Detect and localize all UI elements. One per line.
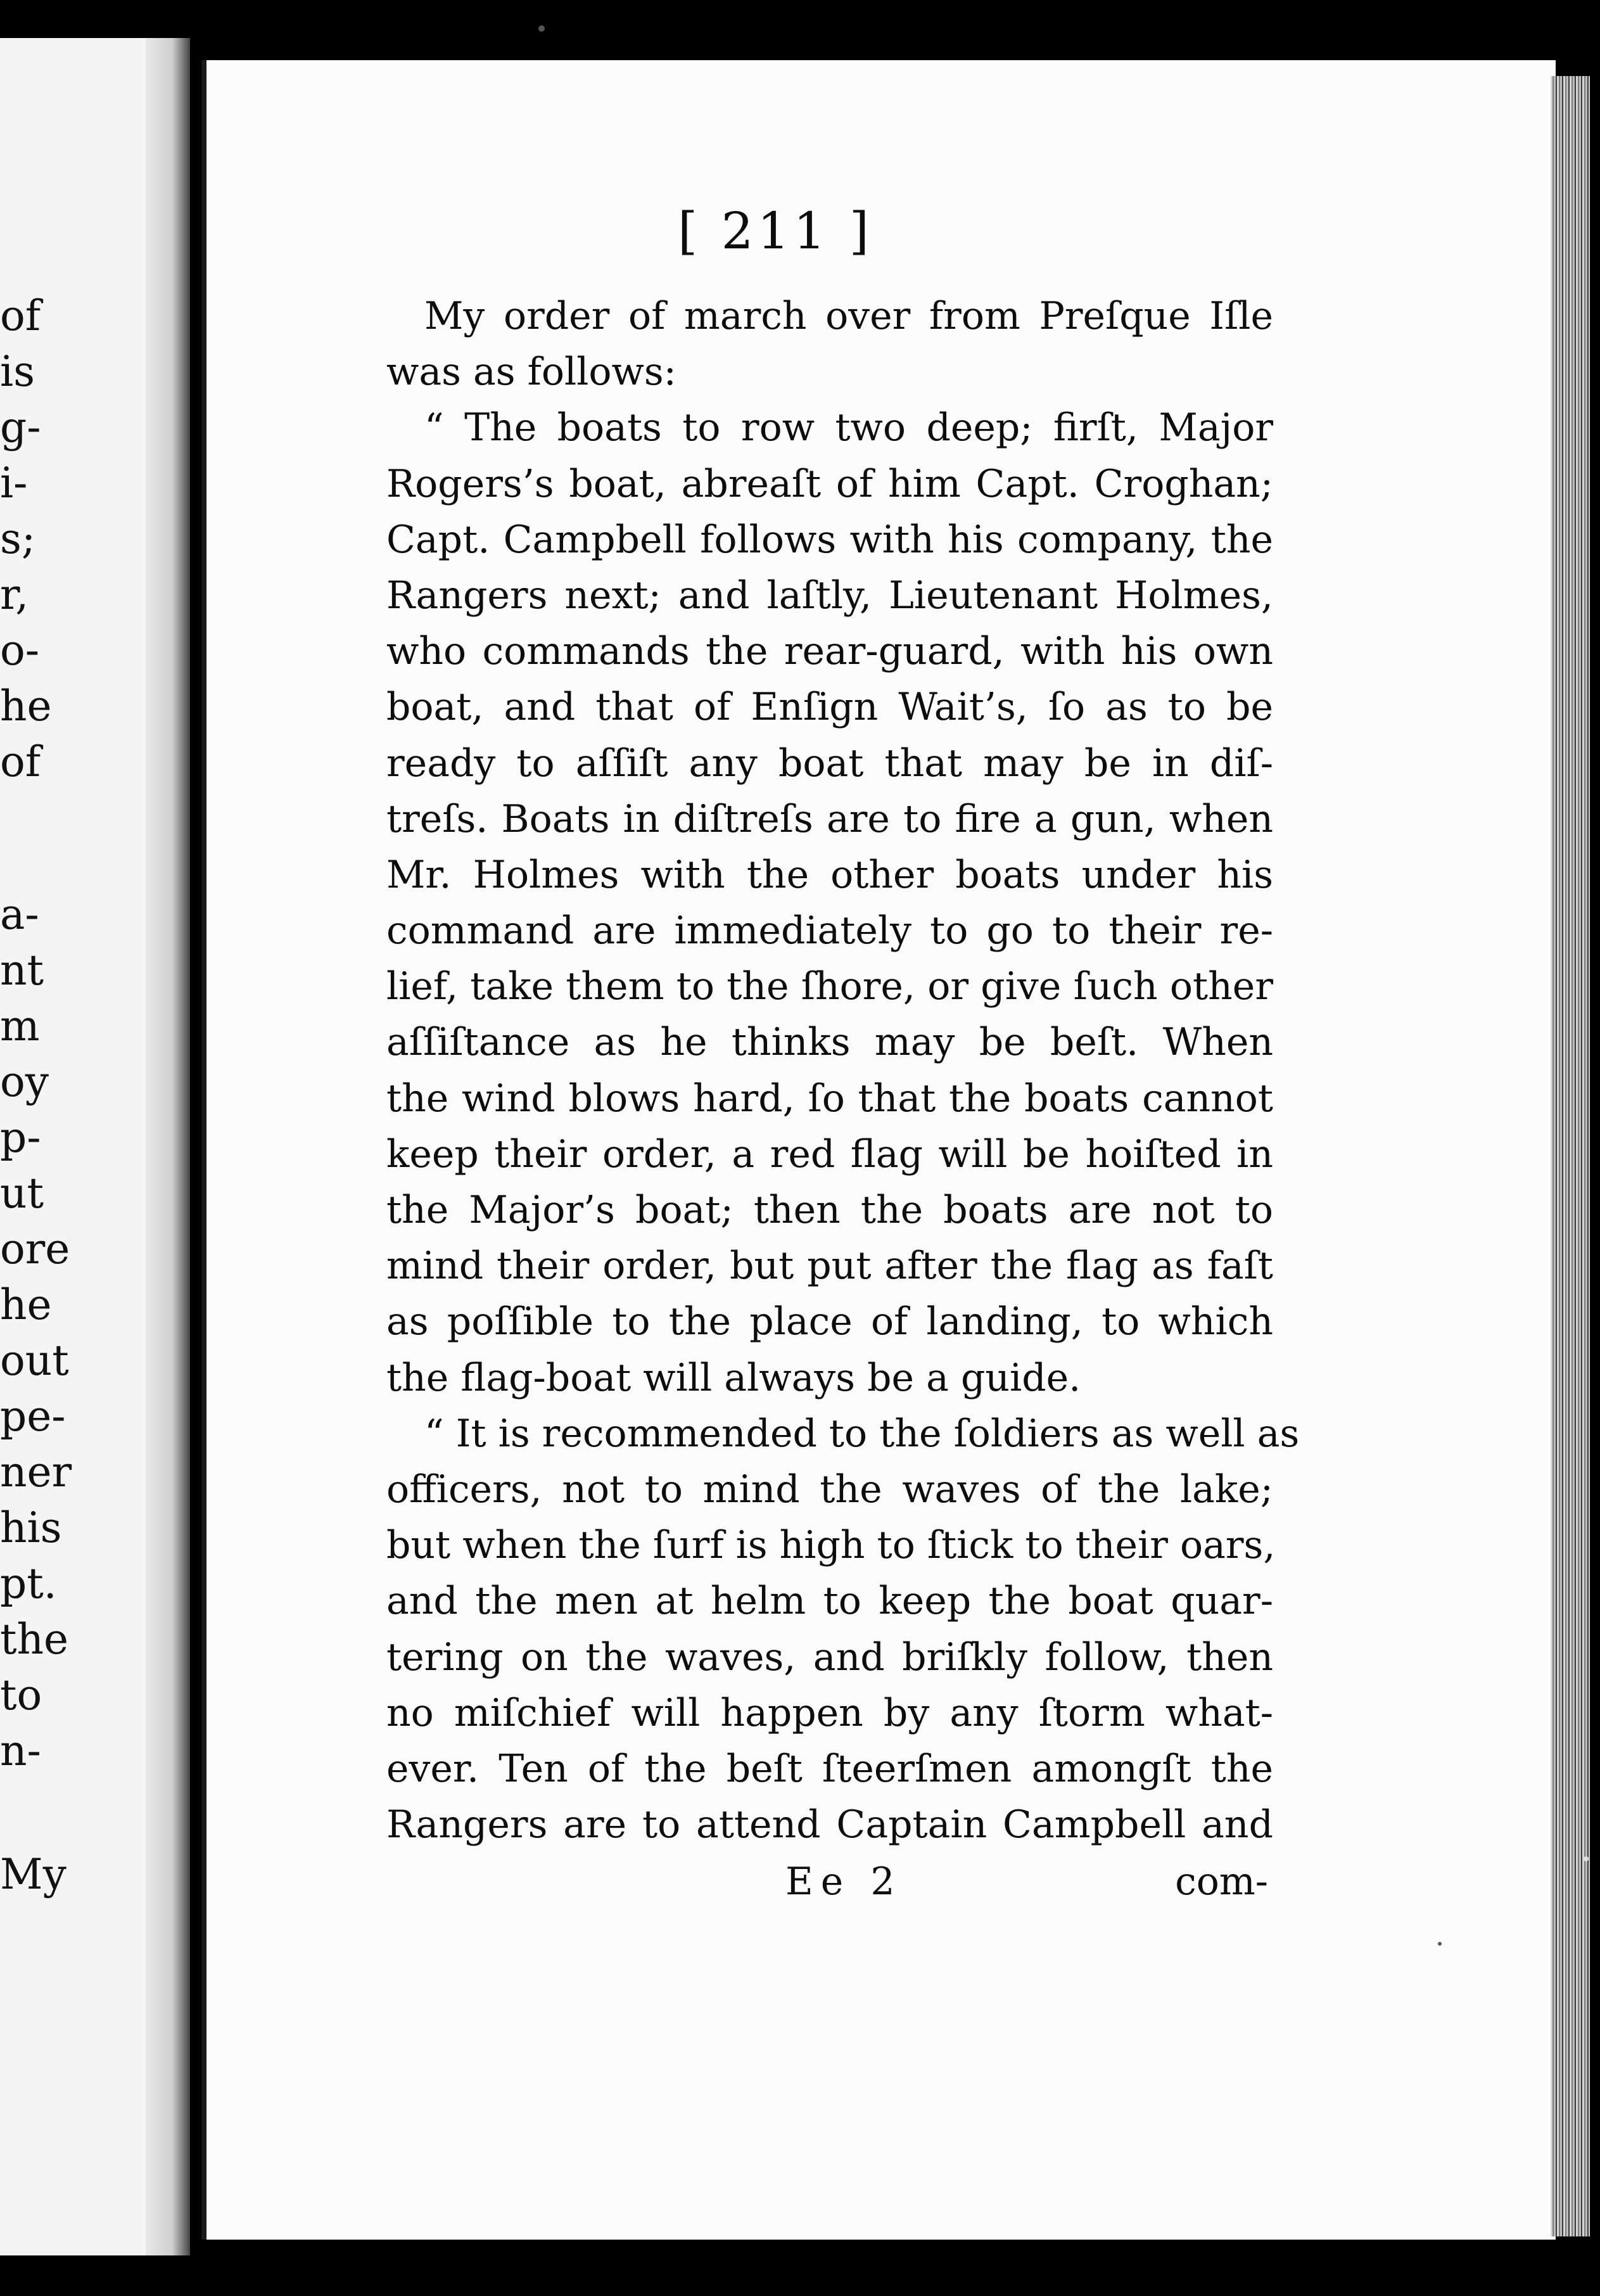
text-line: the wind blows hard, ſo that the boats cannot bbox=[386, 1076, 1273, 1121]
text-line: treſs. Boats in diſtreſs are to fire a gun, when bbox=[386, 796, 1273, 841]
text-line: “ It is recommended to the ſoldiers as well as bbox=[424, 1411, 1300, 1456]
text-line: Mr. Holmes with the other boats under his bbox=[386, 852, 1273, 897]
dust-speck bbox=[1438, 1942, 1442, 1946]
text-line: who commands the rear-guard, with his own bbox=[386, 629, 1273, 674]
catchword: com- bbox=[1175, 1859, 1268, 1904]
left-page-fragment: pe- bbox=[0, 1392, 66, 1441]
text-line: Rangers are to attend Captain Campbell and bbox=[386, 1802, 1273, 1847]
left-page-fragment: oy bbox=[0, 1057, 49, 1106]
left-page-fragment: s; bbox=[0, 514, 36, 563]
text-line: was as follows: bbox=[386, 350, 676, 395]
left-page-fragment: is bbox=[0, 347, 35, 396]
text-line: Rogers’s boat, abreaſt of him Capt. Croghan; bbox=[386, 461, 1273, 506]
left-page-fragment: My bbox=[0, 1850, 67, 1899]
left-page-fragment: the bbox=[0, 1615, 69, 1664]
text-line: as poſſible to the place of landing, to which bbox=[386, 1299, 1273, 1344]
page-footer bbox=[386, 1853, 1273, 1910]
gutter-shadow bbox=[146, 38, 190, 2255]
text-line: keep their order, a red flag will be hoiſted in bbox=[386, 1132, 1273, 1177]
dust-speck bbox=[1584, 1856, 1589, 1861]
left-page-fragment: ner bbox=[0, 1448, 72, 1496]
page-body-text bbox=[386, 288, 1300, 1853]
text-line: command are immediately to go to their re- bbox=[386, 909, 1273, 953]
left-page-fragment: his bbox=[0, 1503, 62, 1552]
left-page-fragment: he bbox=[0, 682, 52, 730]
text-line: “ The boats to row two deep; firſt, Major bbox=[424, 405, 1273, 450]
text-line: aſſiſtance as he thinks may be beſt. When bbox=[386, 1020, 1273, 1065]
left-page-fragment: i- bbox=[0, 459, 28, 507]
text-line: no miſchief will happen by any ſtorm what- bbox=[386, 1690, 1273, 1735]
left-page-fragment: pt. bbox=[0, 1559, 57, 1608]
text-line: mind their order, but put after the flag as faſt bbox=[386, 1244, 1273, 1289]
left-page-fragment: g- bbox=[0, 403, 41, 452]
left-page-fragment: he bbox=[0, 1280, 52, 1329]
left-page-fragment: r, bbox=[0, 570, 29, 619]
text-line: the flag-boat will always be a guide. bbox=[386, 1355, 1081, 1400]
left-page-fragment: n- bbox=[0, 1726, 41, 1775]
left-page-fragment: ore bbox=[0, 1225, 70, 1273]
left-page-fragment: p- bbox=[0, 1113, 41, 1162]
text-line: the Major’s boat; then the boats are not to bbox=[386, 1188, 1273, 1232]
text-line: boat, and that of Enſign Wait’s, ſo as to be bbox=[386, 685, 1273, 730]
left-page-fragment: of bbox=[0, 737, 41, 786]
text-line: but when the ſurf is high to ſtick to their oars, bbox=[386, 1523, 1276, 1568]
page-number: [ 211 ] bbox=[678, 201, 873, 260]
text-line: Rangers next; and laſtly, Lieutenant Holmes, bbox=[386, 573, 1273, 618]
text-line: ready to aſſiſt any boat that may be in diſ- bbox=[386, 741, 1273, 786]
page-edges bbox=[1551, 76, 1590, 2236]
text-line: and the men at helm to keep the boat quar- bbox=[386, 1579, 1273, 1624]
left-page-fragment: ut bbox=[0, 1169, 44, 1218]
left-page-fragment: a- bbox=[0, 890, 39, 939]
left-facing-page bbox=[0, 38, 190, 2255]
left-page-fragment: m bbox=[0, 1002, 40, 1050]
dust-speck bbox=[538, 25, 545, 32]
left-page-fragment: out bbox=[0, 1336, 69, 1385]
left-page-fragment: o- bbox=[0, 626, 40, 675]
text-line: Capt. Campbell follows with his company, the bbox=[386, 517, 1273, 562]
left-page-fragment: nt bbox=[0, 946, 44, 995]
text-line: My order of march over from Preſque Iſle bbox=[424, 294, 1273, 338]
text-line: tering on the waves, and briſkly follow, then bbox=[386, 1635, 1273, 1680]
text-line: lief, take them to the ſhore, or give ſuch other bbox=[386, 964, 1273, 1009]
left-page-fragment: of bbox=[0, 291, 41, 340]
left-page-fragment: to bbox=[0, 1671, 42, 1719]
text-line: ever. Ten of the beſt ſteerſmen amongſt the bbox=[386, 1746, 1273, 1791]
signature-mark: Ee 2 bbox=[785, 1859, 903, 1904]
text-line: officers, not to mind the waves of the lake; bbox=[386, 1467, 1273, 1512]
